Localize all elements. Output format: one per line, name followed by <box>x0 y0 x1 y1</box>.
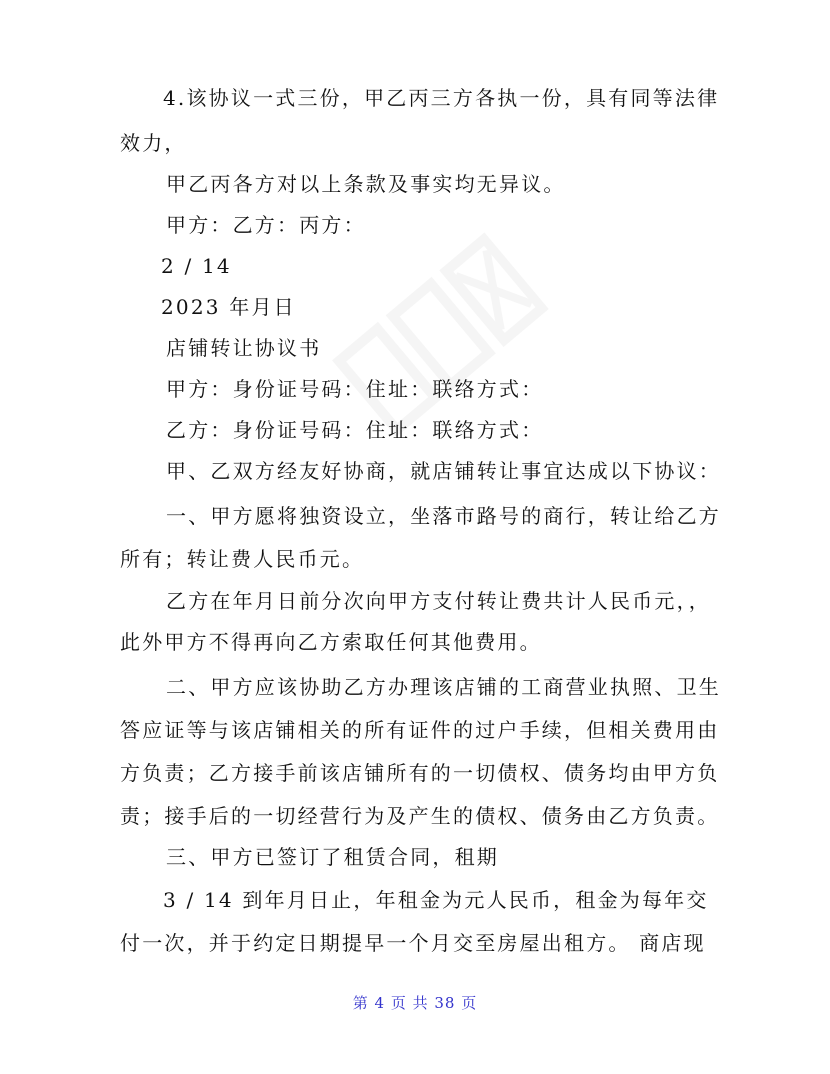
page-footer: 第 4 页 共 38 页 <box>352 994 478 1012</box>
text-line: 甲、乙双方经友好协商，就店铺转让事宜达成以下协议： <box>166 459 721 483</box>
text-line: 所有；转让费人民币元。 <box>120 547 365 571</box>
text-line: 甲方：身份证号码：住址：联络方式： <box>166 377 544 401</box>
text-line: 甲方：乙方：丙方： <box>166 213 366 237</box>
text-line: 4.该协议一式三份，甲乙丙三方各执一份，具有同等法律 <box>163 86 720 110</box>
text-line: 效力， <box>120 131 187 155</box>
watermark-logo <box>328 229 552 442</box>
text-line: 此外甲方不得再向乙方索取任何其他费用。 <box>120 630 542 654</box>
text-line: 责；接手后的一切经营行为及产生的债权、债务由乙方负责。 <box>120 804 720 828</box>
document-title: 店铺转让协议书 <box>166 336 322 360</box>
text-line: 方负责；乙方接手前该店铺所有的一切债权、债务均由甲方负 <box>120 761 720 785</box>
text-line: 二、甲方应该协助乙方办理该店铺的工商营业执照、卫生 <box>166 675 721 699</box>
page-marker: 2 / 14 <box>161 254 232 278</box>
text-line: 乙方：身份证号码：住址：联络方式： <box>166 418 544 442</box>
text-line: 3 / 14 到年月日止，年租金为元人民币，租金为每年交 <box>163 888 709 912</box>
text-line: 答应证等与该店铺相关的所有证件的过户手续，但相关费用由 <box>120 718 720 742</box>
text-line: 甲乙丙各方对以上条款及事实均无异议。 <box>166 172 566 196</box>
text-line: 乙方在年月日前分次向甲方支付转让费共计人民币元，， <box>166 589 711 613</box>
text-line: 付一次，并于约定日期提早一个月交至房屋出租方。 商店现 <box>120 931 706 955</box>
date-line: 2023 年月日 <box>161 295 296 319</box>
text-line: 三、甲方已签订了租赁合同，租期 <box>166 845 499 869</box>
text-line: 一、甲方愿将独资设立，坐落市路号的商行，转让给乙方 <box>166 504 721 528</box>
